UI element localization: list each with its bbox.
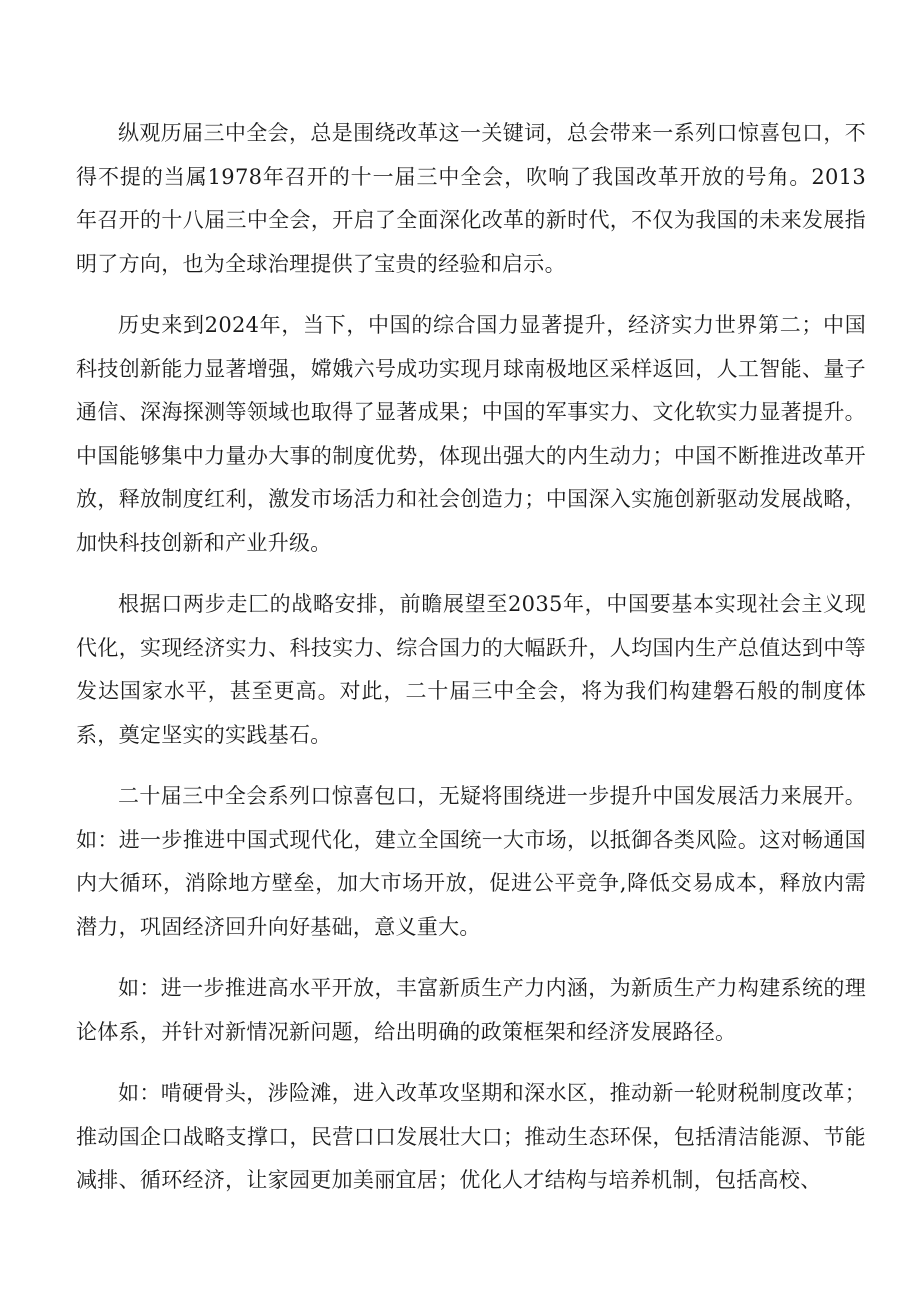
paragraph-2: 历史来到2024年，当下，中国的综合国力显著提升，经济实力世界第二；中国科技创新能力显著增强，嫦娥六号成功实现月球南极地区采样返回，人工智能、量子通信、深海探测等领域也取得了显著成果；中国的军事实力、文化软实力显著提升。中国能够集中力量办大事的制度优势，体现出强大的内生动力；中国不断推进改革开放，释放制度红利，激发市场活力和社会创造力；中国深入实施创新驱动发展战略，加快科技创新和产业升级。 bbox=[76, 313, 866, 555]
document-body bbox=[76, 112, 866, 1221]
paragraph-5: 如：进一步推进高水平开放，丰富新质生产力内涵，为新质生产力构建系统的理论体系，并针对新情况新问题，给出明确的政策框架和经济发展路径。 bbox=[76, 976, 866, 1044]
paragraph-3: 根据口两步走匚的战略安排，前瞻展望至2035年，中国要基本实现社会主义现代化，实现经济实力、科技实力、综合国力的大幅跃升，人均国内生产总值达到中等发达国家水平，甚至更高。对此，二十届三中全会，将为我们构建磐石般的制度体系，奠定坚实的实践基石。 bbox=[76, 592, 866, 747]
paragraph-4: 二十届三中全会系列口惊喜包口，无疑将围绕进一步提升中国发展活力来展开。如：进一步推进中国式现代化，建立全国统一大市场，以抵御各类风险。这对畅通国内大循环，消除地方壁垒，加大市场开放，促进公平竞争,降低交易成本，释放内需潜力，巩固经济回升向好基础，意义重大。 bbox=[76, 784, 866, 939]
paragraph-1: 纵观历届三中全会，总是围绕改革这一关键词，总会带来一系列口惊喜包口，不得不提的当属1978年召开的十一届三中全会，吹响了我国改革开放的号角。2013年召开的十八届三中全会，开启了全面深化改革的新时代，不仅为我国的未来发展指明了方向，也为全球治理提供了宝贵的经验和启示。 bbox=[76, 121, 866, 276]
paragraph-6: 如：啃硬骨头，涉险滩，进入改革攻坚期和深水区，推动新一轮财税制度改革；推动国企口战略支撑口，民营口口发展壮大口；推动生态环保，包括清洁能源、节能减排、循环经济，让家园更加美丽宜居；优化人才结构与培养机制，包括高校、 bbox=[76, 1081, 866, 1192]
